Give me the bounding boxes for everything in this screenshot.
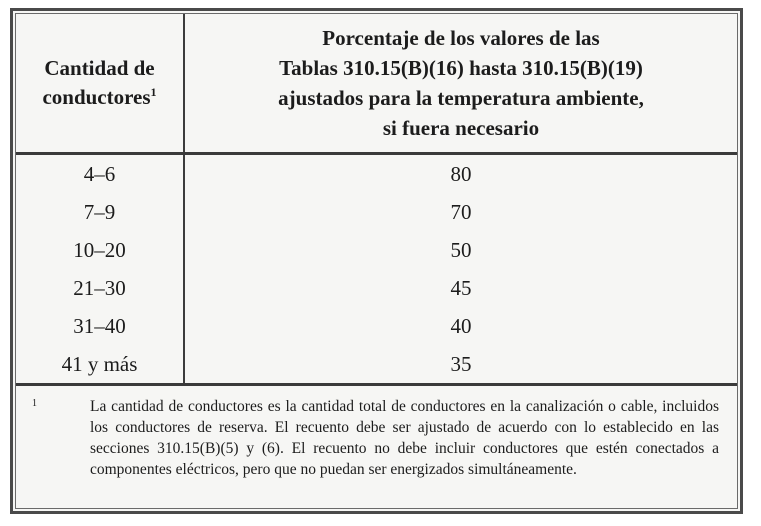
table-row	[16, 269, 737, 307]
header-pct-line4: si fuera necesario	[382, 116, 540, 140]
percent-cell: 50	[450, 237, 472, 262]
table-inner-border	[15, 13, 738, 509]
header-percentage	[183, 14, 737, 152]
table-body	[16, 155, 737, 383]
percent-cell: 70	[450, 199, 472, 224]
footnote-text: La cantidad de conductores es la cantidad total de conductores en la canalización o cable, incluidos los conductores de reserva. El recuento debe ser ajustado de acuerdo con lo establecido en las secciones 310.15(B)(5) y (6). El recuento no debe incluir conductores que estén conectados a componentes eléctricos, pero que no puedan ser energizados simultáneamente.	[90, 398, 719, 478]
percent-cell: 40	[450, 313, 472, 338]
percent-cell: 35	[450, 351, 472, 376]
percent-cell: 45	[450, 275, 472, 300]
table-footnote	[16, 386, 737, 508]
count-cell: 4–6	[83, 161, 116, 186]
header-count-line1: Cantidad de	[44, 56, 155, 80]
header-count-line2: conductores	[42, 85, 151, 109]
table-row	[16, 193, 737, 231]
count-cell: 7–9	[83, 199, 116, 224]
percent-cell: 80	[450, 161, 472, 186]
table-row	[16, 307, 737, 345]
count-cell: 31–40	[73, 313, 126, 338]
table-row	[16, 231, 737, 269]
header-pct-line1: Porcentaje de los valores de las	[322, 26, 600, 50]
header-conductor-count	[16, 14, 183, 152]
footnote-mark: 1	[32, 398, 37, 409]
table-row	[16, 345, 737, 383]
header-footnote-ref: 1	[150, 85, 157, 99]
count-cell: 10–20	[73, 237, 126, 262]
count-cell: 41 y más	[61, 351, 138, 376]
adjustment-factor-table	[10, 8, 743, 514]
count-cell: 21–30	[73, 275, 126, 300]
header-pct-line2: Tablas 310.15(B)(16) hasta 310.15(B)(19)	[279, 56, 643, 80]
table-row	[16, 155, 737, 193]
header-pct-line3: ajustados para la temperatura ambiente,	[278, 86, 644, 110]
